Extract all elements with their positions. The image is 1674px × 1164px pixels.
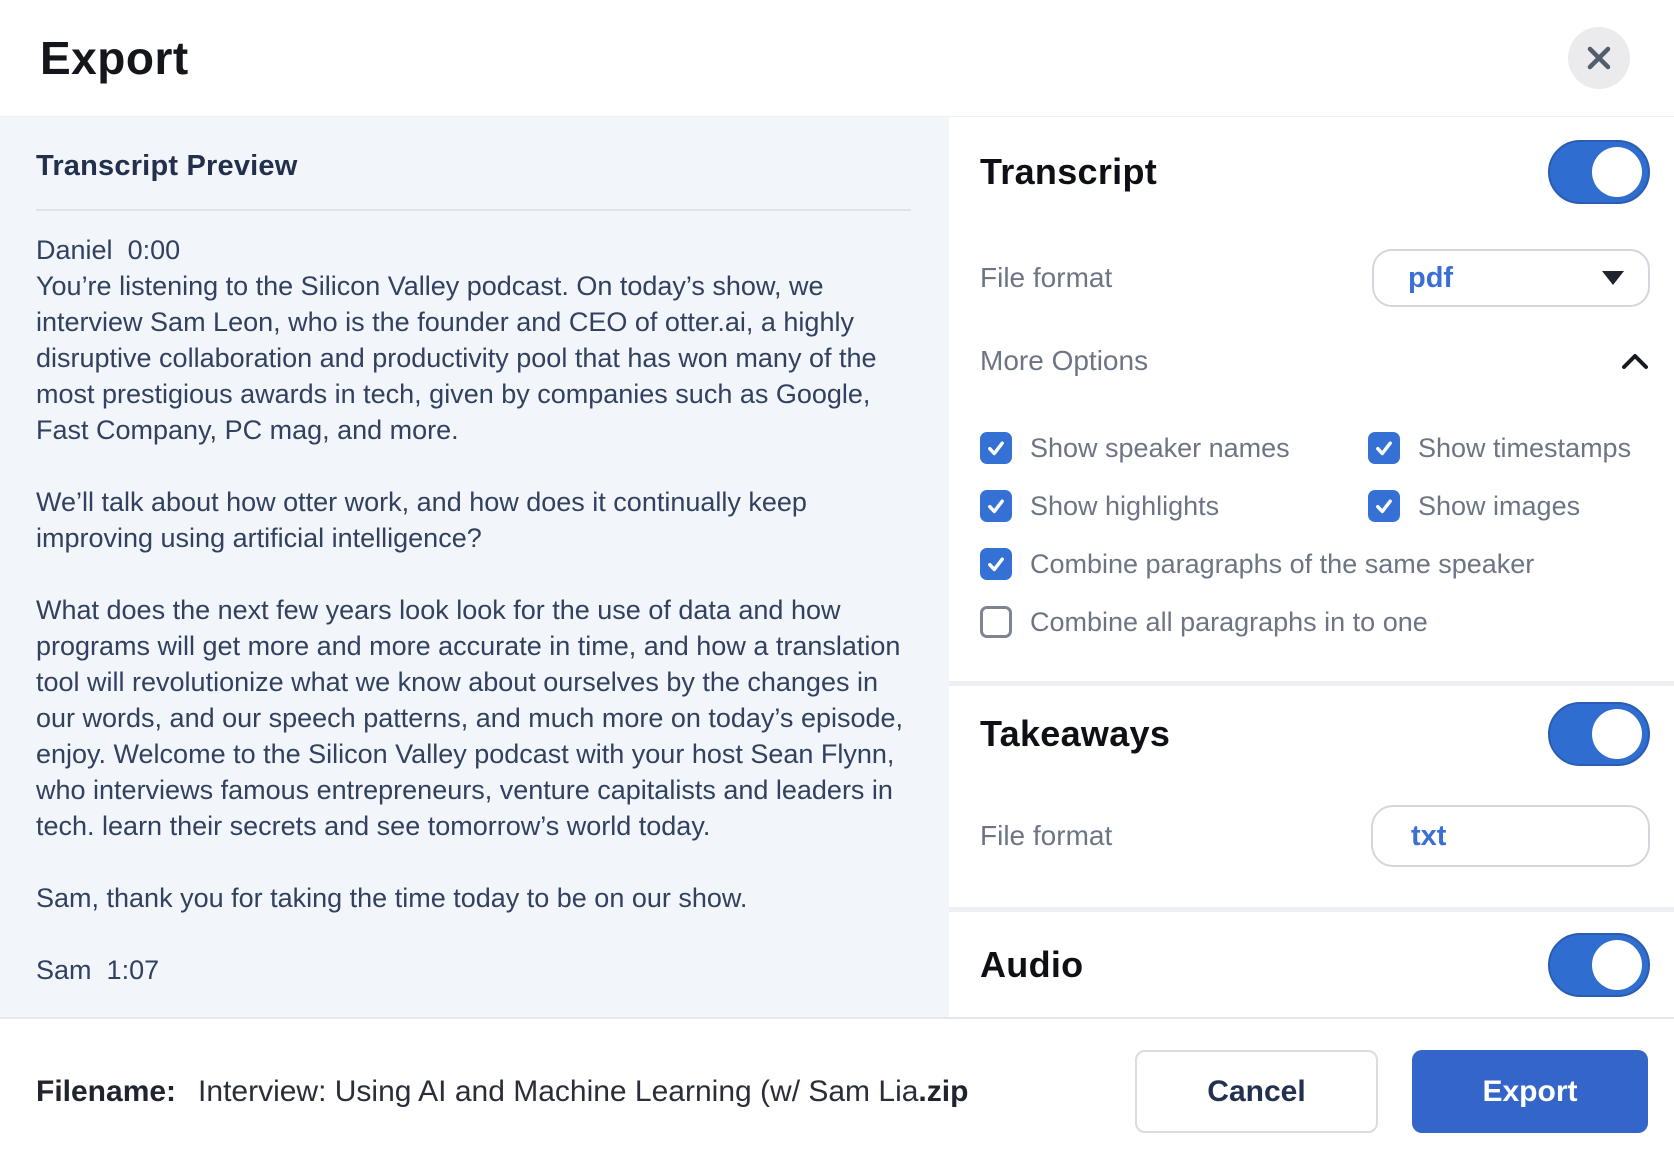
file-format-value: txt	[1411, 819, 1447, 852]
cancel-button[interactable]: Cancel	[1135, 1050, 1378, 1133]
preview-block	[36, 952, 911, 988]
toggle-knob	[1592, 709, 1642, 759]
preview-block	[36, 232, 911, 448]
file-format-value: pdf	[1408, 261, 1454, 294]
option-show-timestamps[interactable]	[1368, 432, 1650, 464]
checkbox	[980, 432, 1012, 464]
close-button[interactable]	[1568, 27, 1630, 89]
paragraph: You’re listening to the Silicon Valley podcast. On today’s show, we interview Sam Leon, who is the founder and CEO of otter.ai, a highly disruptive collaboration and productivity pool that has won many of the most prestigious awards in tech, given by companies such as Google, Fast Company, PC mag, and more.	[36, 271, 877, 445]
option-show-speaker-names[interactable]	[980, 432, 1368, 464]
filename-row	[36, 1075, 1135, 1109]
dialog-header	[0, 0, 1674, 117]
dialog-title: Export	[40, 32, 189, 84]
preview-heading: Transcript Preview	[36, 150, 298, 182]
checkbox	[1368, 432, 1400, 464]
audio-toggle[interactable]	[1548, 933, 1650, 997]
transcript-preview-pane[interactable]	[0, 117, 949, 1017]
checkbox	[1368, 490, 1400, 522]
section-divider	[949, 907, 1674, 912]
option-show-images[interactable]	[1368, 490, 1650, 522]
option-label: Show speaker names	[1030, 432, 1290, 463]
option-label: Show images	[1418, 490, 1581, 521]
paragraph: What does the next few years look look for the use of data and how programs will get more and more accurate in time, and how a translation tool will revolutionize what we know about ourselves by the changes in our words, and our speech patterns, and much more on today’s episode, enjoy. Welcome to the Silicon Valley podcast with your host Sean Flynn, who interviews famous entrepreneurs, venture capitalists and leaders in tech. learn their secrets and see tomorrow’s world today.	[36, 595, 904, 841]
preview-block	[36, 592, 911, 844]
option-show-highlights[interactable]	[980, 490, 1368, 522]
speaker-line	[36, 952, 911, 988]
takeaways-section-title: Takeaways	[980, 713, 1171, 754]
file-format-label: File format	[980, 820, 1113, 851]
more-options-label: More Options	[980, 345, 1149, 376]
transcript-section-header	[980, 140, 1650, 204]
speaker-timestamp: 0:00	[127, 235, 181, 265]
checkbox	[980, 606, 1012, 638]
filename-value: Interview: Using AI and Machine Learning (w/ Sam Lia	[198, 1074, 919, 1108]
section-divider	[949, 681, 1674, 686]
chevron-up-icon	[1620, 352, 1650, 370]
preview-block	[36, 880, 911, 916]
preview-divider	[36, 209, 911, 211]
export-button[interactable]: Export	[1412, 1050, 1648, 1133]
preview-text	[36, 232, 911, 988]
speaker-name: Daniel	[36, 235, 113, 265]
speaker-line	[36, 232, 911, 268]
takeaways-section-header	[980, 702, 1650, 766]
option-combine-same-speaker[interactable]	[980, 548, 1650, 580]
audio-section-title: Audio	[980, 944, 1084, 985]
option-label: Show timestamps	[1418, 432, 1632, 463]
audio-section-header	[980, 933, 1650, 997]
transcript-file-format-row	[980, 249, 1650, 307]
takeaways-file-format-row	[980, 805, 1650, 867]
checkbox	[980, 548, 1012, 580]
dialog-footer	[0, 1017, 1674, 1164]
file-format-select[interactable]	[1372, 249, 1650, 307]
transcript-toggle[interactable]	[1548, 140, 1650, 204]
export-settings-pane	[949, 117, 1674, 1017]
toggle-knob	[1592, 940, 1642, 990]
close-icon	[1582, 41, 1616, 75]
filename-label: Filename:	[36, 1074, 177, 1108]
paragraph: Sam, thank you for taking the time today to be on our show.	[36, 883, 748, 913]
option-combine-all-paragraphs[interactable]	[980, 606, 1650, 638]
more-options-toggle[interactable]	[980, 337, 1650, 385]
preview-block	[36, 484, 911, 556]
transcript-section-title: Transcript	[980, 151, 1158, 192]
toggle-knob	[1592, 147, 1642, 197]
file-format-label: File format	[980, 262, 1113, 293]
chevron-down-icon	[1602, 271, 1624, 285]
filename-extension: .zip	[918, 1074, 969, 1108]
takeaways-file-format-field[interactable]	[1371, 805, 1650, 867]
checkbox	[980, 490, 1012, 522]
speaker-name: Sam	[36, 955, 92, 985]
option-label: Show highlights	[1030, 490, 1220, 521]
option-label: Combine paragraphs of the same speaker	[1030, 548, 1535, 579]
option-label: Combine all paragraphs in to one	[1030, 606, 1428, 637]
transcript-options	[980, 432, 1650, 638]
dialog-body	[0, 117, 1674, 1017]
speaker-timestamp: 1:07	[106, 955, 160, 985]
takeaways-toggle[interactable]	[1548, 702, 1650, 766]
paragraph: We’ll talk about how otter work, and how does it continually keep improving using artificial intelligence?	[36, 487, 807, 553]
